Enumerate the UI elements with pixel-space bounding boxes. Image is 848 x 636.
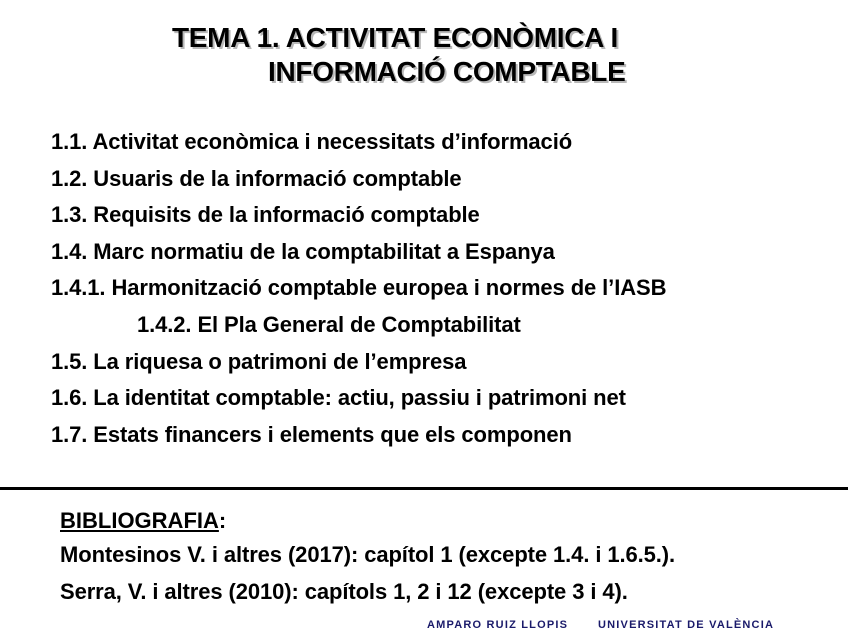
bibliography-heading-label: BIBLIOGRAFIA	[60, 508, 219, 533]
footer-institution: UNIVERSITAT DE VALÈNCIA	[598, 619, 775, 631]
bibliography-reference: Montesinos V. i altres (2017): capítol 1 (excepte 1.4. i 1.6.5.).	[60, 542, 676, 567]
bibliography-heading-colon: :	[218, 508, 227, 533]
toc-item-1-2: 1.2. Usuaris de la informació comptable	[51, 165, 462, 191]
footer-author: AMPARO RUIZ LLOPIS	[427, 619, 569, 631]
toc-item-1-7: 1.7. Estats financers i elements que els componen	[51, 421, 572, 447]
page-title-line-2: INFORMACIÓ COMPTABLE	[268, 56, 626, 87]
toc-item-1-6: 1.6. La identitat comptable: actiu, passiu i patrimoni net	[51, 385, 626, 411]
page-title-line-1: TEMA 1. ACTIVITAT ECONÒMICA I	[172, 22, 619, 53]
bibliography-section	[60, 506, 675, 610]
toc-item-1-4: 1.4. Marc normatiu de la comptabilitat a Espanya	[51, 238, 555, 264]
toc-item-1-1: 1.1. Activitat econòmica i necessitats d’informació	[51, 129, 573, 154]
toc-item-1-5: 1.5. La riquesa o patrimoni de l’empresa	[51, 348, 467, 374]
toc-item-1-4-1: 1.4.1. Harmonització comptable europea i normes de l’IASB	[51, 275, 667, 301]
toc-item-1-4-2: 1.4.2. El Pla General de Comptabilitat	[137, 311, 521, 337]
section-divider	[0, 487, 848, 490]
table-of-contents	[51, 124, 666, 453]
bibliography-reference: Serra, V. i altres (2010): capítols 1, 2 i 12 (excepte 3 i 4).	[60, 579, 628, 604]
bibliography-heading	[60, 506, 675, 536]
toc-item-1-3: 1.3. Requisits de la informació comptable	[51, 202, 480, 228]
